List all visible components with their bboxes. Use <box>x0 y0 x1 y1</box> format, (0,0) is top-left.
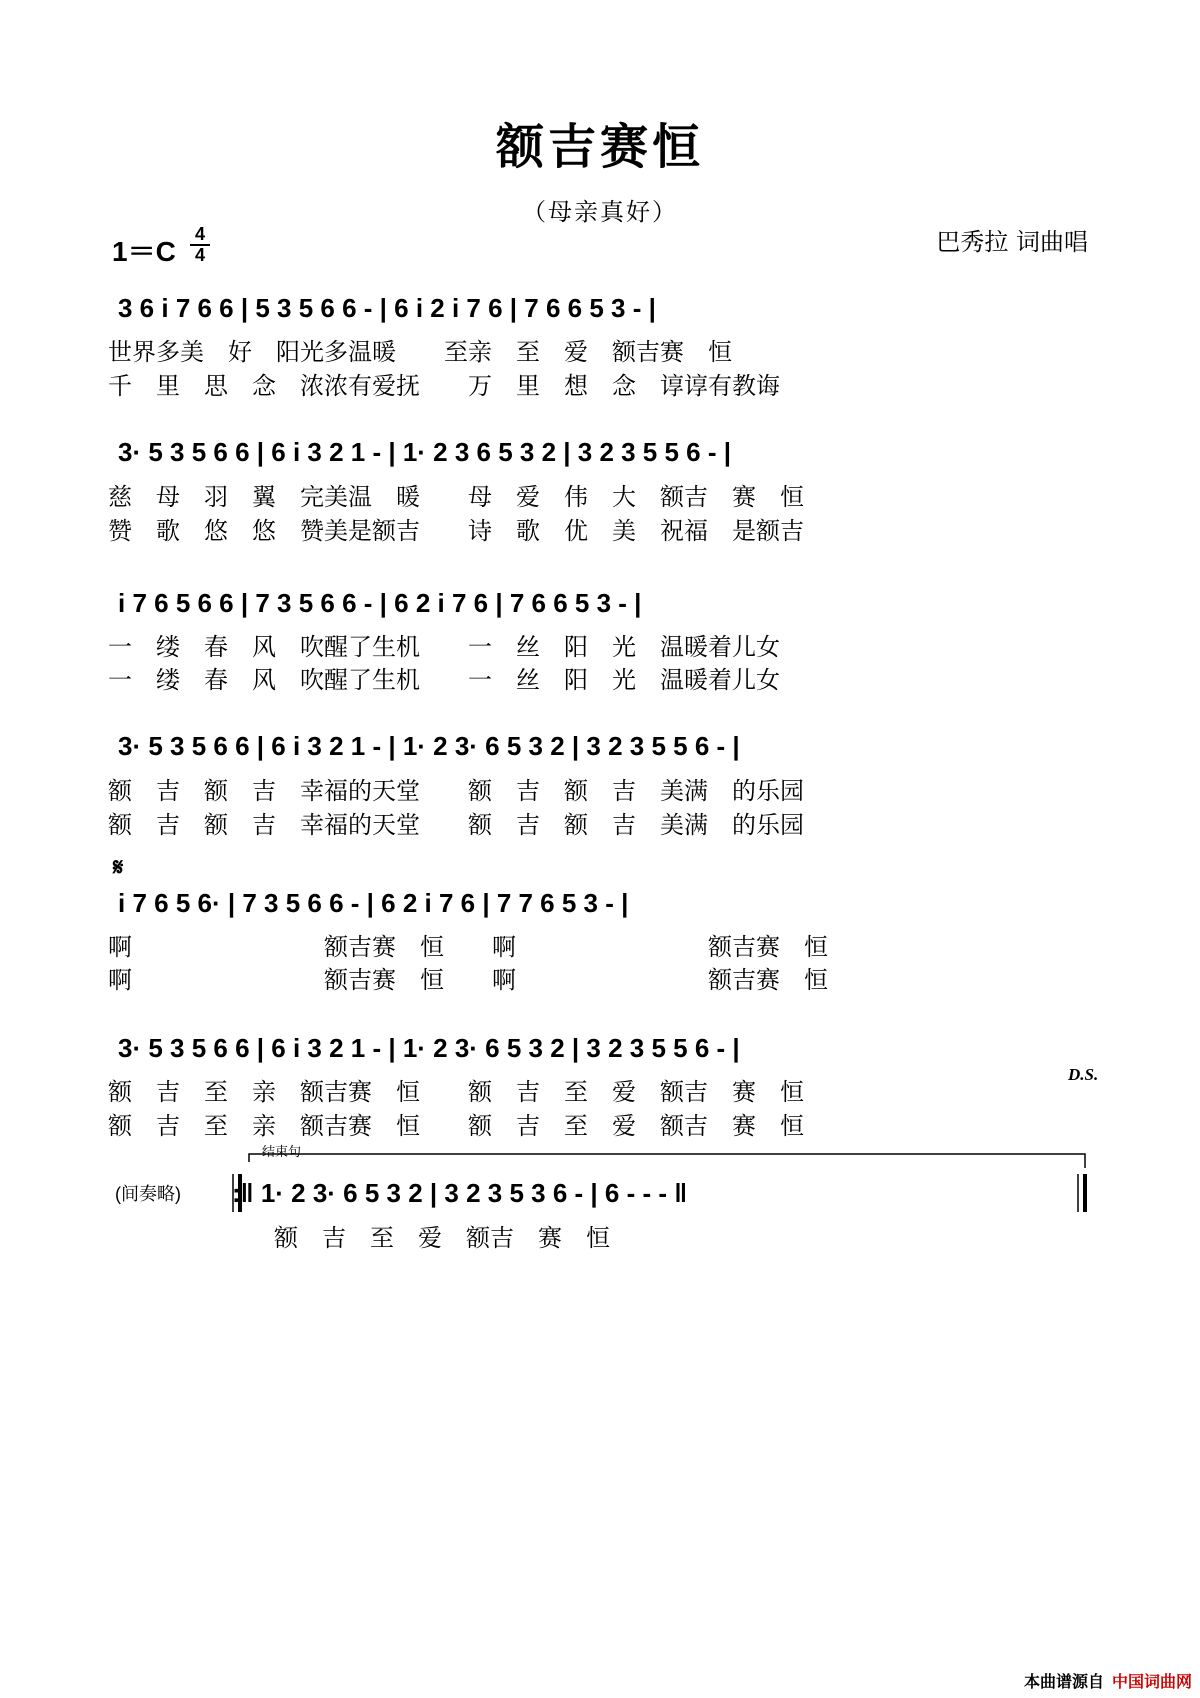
time-signature <box>190 226 210 264</box>
notation-row-2: 3· 5 3 5 6 6 | 6 i 3 2 1 - | 1· 2 3 6 5 3 2 | 3 2 3 5 5 6 - | <box>118 437 732 467</box>
coda-label: 结束句 <box>262 1145 302 1160</box>
key-signature: 1＝C <box>112 236 176 267</box>
song-title: 额吉赛恒 <box>495 119 704 175</box>
dal-segno-mark: D.S. <box>1068 1065 1099 1084</box>
coda-notation: :‖ 1· 2 3· 6 5 3 2 | 3 2 3 5 3 6 - | 6 - - - ‖ <box>232 1178 688 1208</box>
lyric-row-5-verse-2: 啊 额吉赛 恒 啊 额吉赛 恒 <box>108 966 828 994</box>
lyric-row-1-verse-2: 千 里 思 念 浓浓有爱抚 万 里 想 念 谆谆有教诲 <box>108 372 780 400</box>
notation-row-4: 3· 5 3 5 6 6 | 6 i 3 2 1 - | 1· 2 3· 6 5 3 2 | 3 2 3 5 5 6 - | <box>118 731 740 761</box>
segno-sign: 𝄋 <box>113 854 124 881</box>
source-footer <box>1024 1669 1192 1692</box>
notation-row-1: 3 6 i 7 6 6 | 5 3 5 6 6 - | 6 i 2 i 7 6 | 7 6 6 5 3 - | <box>118 293 656 323</box>
coda-lyric: 额 吉 至 爱 额吉 赛 恒 <box>274 1224 610 1252</box>
lyric-row-2-verse-1: 慈 母 羽 翼 完美温 暖 母 爱 伟 大 额吉 赛 恒 <box>108 483 804 511</box>
lyric-row-2-verse-2: 赞 歌 悠 悠 赞美是额吉 诗 歌 优 美 祝福 是额吉 <box>108 517 804 545</box>
song-subtitle: （母亲真好） <box>522 198 678 226</box>
notation-row-6: 3· 5 3 5 6 6 | 6 i 3 2 1 - | 1· 2 3· 6 5 3 2 | 3 2 3 5 5 6 - | <box>118 1033 740 1063</box>
lyric-row-6-verse-1: 额 吉 至 亲 额吉赛 恒 额 吉 至 爱 额吉 赛 恒 <box>108 1078 804 1106</box>
interlude-note: (间奏略) <box>115 1184 181 1204</box>
notation-row-5: i 7 6 5 6· | 7 3 5 6 6 - | 6 2 i 7 6 | 7 7 6 5 3 - | <box>118 888 629 918</box>
lyric-row-6-verse-2: 额 吉 至 亲 额吉赛 恒 额 吉 至 爱 额吉 赛 恒 <box>108 1112 804 1140</box>
meter-top: 4 <box>194 224 205 244</box>
lyric-row-5-verse-1: 啊 额吉赛 恒 啊 额吉赛 恒 <box>108 933 828 961</box>
meter-bottom: 4 <box>194 245 205 265</box>
lyric-row-1-verse-1: 世界多美 好 阳光多温暖 至亲 至 爱 额吉赛 恒 <box>108 338 732 366</box>
lyric-row-4-verse-1: 额 吉 额 吉 幸福的天堂 额 吉 额 吉 美满 的乐园 <box>108 777 804 805</box>
source-site-link[interactable]: 中国词曲网 <box>1111 1672 1192 1691</box>
lyric-row-3-verse-2: 一 缕 春 风 吹醒了生机 一 丝 阳 光 温暖着儿女 <box>108 666 780 694</box>
notation-row-3: i 7 6 5 6 6 | 7 3 5 6 6 - | 6 2 i 7 6 | 7 6 6 5 3 - | <box>118 588 642 618</box>
credit-line: 巴秀拉 词曲唱 <box>936 228 1088 256</box>
source-label: 本曲谱源自 <box>1023 1672 1104 1691</box>
lyric-row-3-verse-1: 一 缕 春 风 吹醒了生机 一 丝 阳 光 温暖着儿女 <box>108 633 780 661</box>
lyric-row-4-verse-2: 额 吉 额 吉 幸福的天堂 额 吉 额 吉 美满 的乐园 <box>108 811 804 839</box>
